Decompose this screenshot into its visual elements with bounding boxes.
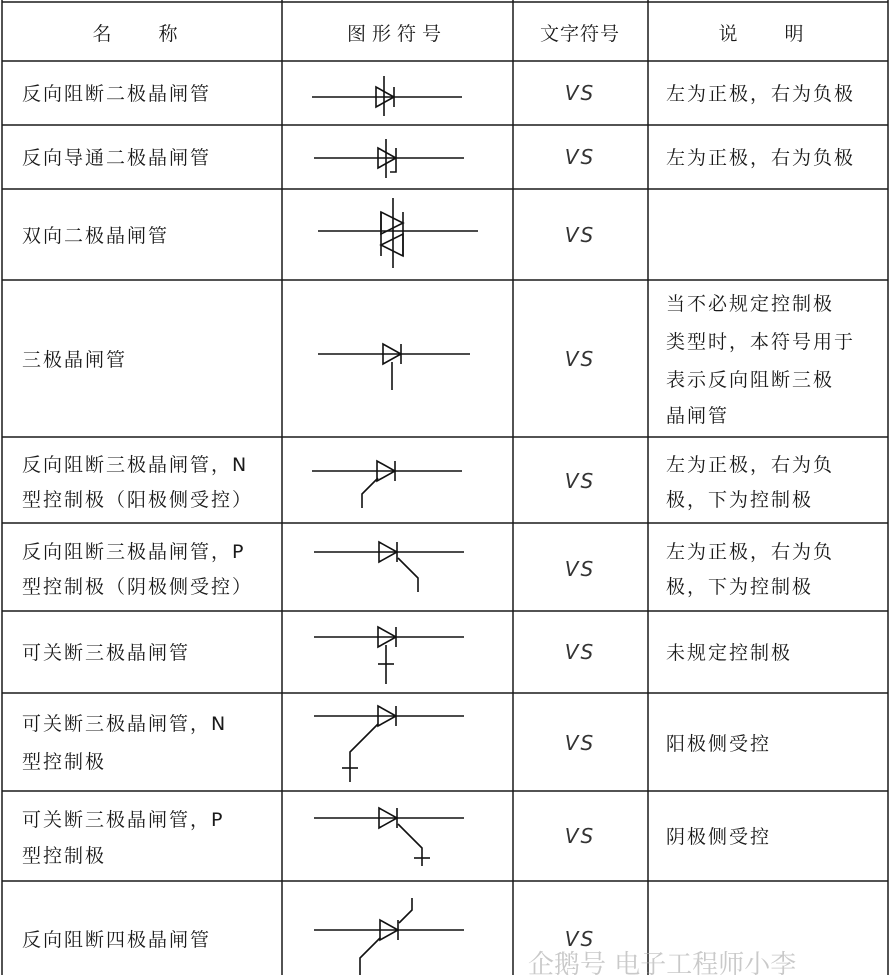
row-6-name-line-2: 型控制极（阴极侧受控）: [22, 576, 254, 598]
row-1-code: VS: [564, 81, 596, 105]
header-code: 文字符号: [539, 23, 621, 45]
row-2-name: 反向导通二极晶闸管: [22, 147, 212, 169]
row-1-name: 反向阻断二极晶闸管: [22, 83, 212, 105]
row-2-desc: 左为正极，右为负极: [666, 147, 856, 169]
row-7-code: VS: [564, 640, 596, 664]
row-4-desc-line-1: 当不必规定控制极: [666, 293, 835, 315]
row-1-desc: 左为正极，右为负极: [666, 83, 856, 105]
row-5-desc-line-1: 左为正极，右为负: [666, 454, 835, 476]
row-4-code: VS: [564, 347, 596, 371]
gto-p-gate-thyristor-symbol: [314, 808, 464, 866]
row-8-desc: 阳极侧受控: [666, 733, 772, 755]
row-5-code: VS: [564, 469, 596, 493]
row-8-name-line-1: 可关断三极晶闸管，N: [22, 713, 228, 735]
row-6-name-line-1: 反向阻断三极晶闸管，P: [22, 541, 246, 563]
row-4-desc-line-2: 类型时，本符号用于: [666, 331, 856, 353]
row-9-name-line-1: 可关断三极晶闸管，P: [22, 809, 225, 831]
table-body: [22, 81, 855, 951]
row-4-desc-line-3: 表示反向阻断三极: [666, 369, 835, 391]
row-6-code: VS: [564, 557, 596, 581]
row-5-name-line-1: 反向阻断三极晶闸管，N: [22, 454, 249, 476]
row-10-name: 反向阻断四极晶闸管: [22, 929, 212, 951]
header-name: 名 称: [92, 23, 192, 45]
row-5-desc-line-2: 极，下为控制极: [666, 489, 814, 511]
header-description: 说 明: [718, 23, 818, 45]
row-5-name-line-2: 型控制极（阳极侧受控）: [22, 489, 254, 511]
watermark: [528, 950, 796, 975]
symbol-column: [312, 76, 478, 975]
row-2-code: VS: [564, 145, 596, 169]
gto-thyristor-symbol: [314, 627, 464, 684]
p-gate-thyristor-symbol: [314, 542, 464, 592]
row-4-desc-line-4: 晶闸管: [666, 405, 730, 427]
row-3-code: VS: [564, 223, 596, 247]
reverse-blocking-diode-thyristor-symbol: [312, 76, 462, 116]
row-7-name: 可关断三极晶闸管: [22, 642, 191, 664]
reverse-conducting-diode-thyristor-symbol: [314, 139, 464, 178]
watermark-text: 企鹅号 电子工程师小李: [528, 950, 797, 975]
row-6-desc-line-2: 极，下为控制极: [666, 576, 814, 598]
row-10-code: VS: [564, 927, 596, 951]
bidirectional-diode-thyristor-symbol: [318, 198, 478, 268]
row-9-code: VS: [564, 824, 596, 848]
gto-n-gate-thyristor-symbol: [314, 706, 464, 782]
row-7-desc: 未规定控制极: [666, 642, 793, 664]
triode-thyristor-symbol: [318, 344, 470, 390]
header-symbol: 图形符号: [346, 23, 448, 45]
table-header: [92, 23, 817, 45]
row-8-code: VS: [564, 731, 596, 755]
row-9-desc: 阴极侧受控: [666, 826, 772, 848]
row-8-name-line-2: 型控制极: [22, 751, 107, 773]
row-4-name: 三极晶闸管: [22, 349, 128, 371]
row-3-name: 双向二极晶闸管: [22, 225, 170, 247]
n-gate-thyristor-symbol: [312, 461, 462, 508]
tetrode-thyristor-symbol: [314, 898, 464, 975]
row-9-name-line-2: 型控制极: [22, 845, 107, 867]
row-6-desc-line-1: 左为正极，右为负: [666, 541, 835, 563]
